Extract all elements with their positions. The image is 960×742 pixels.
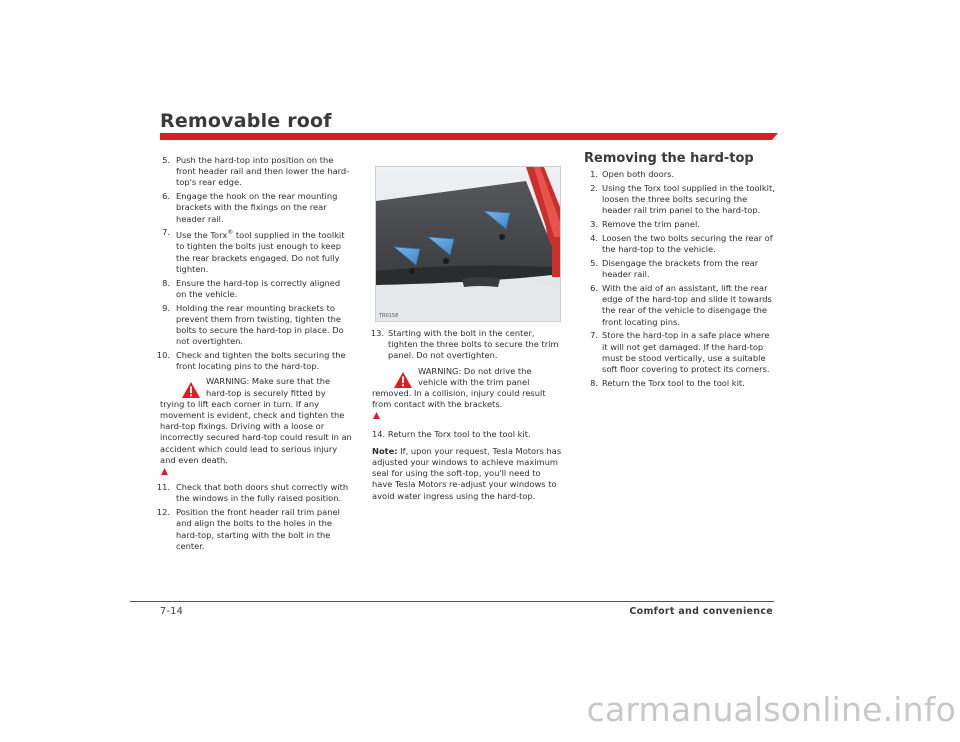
title-rule xyxy=(160,133,772,140)
list-item: 5. Push the hard-top into position on the front header rail and then lower the hard-top's rear edge. xyxy=(162,155,350,188)
install-steps-list-continued xyxy=(156,482,352,552)
section-heading: Removing the hard-top xyxy=(584,151,754,166)
list-item: 7. Store the hard-top in a safe place where it will not get damaged. If the hard-top must be stood vertically, use a suitable soft floor covering to protect its corners. xyxy=(590,330,770,375)
page-number: 7-14 xyxy=(160,606,184,617)
list-item: 1. Open both doors. xyxy=(590,169,675,180)
warning-triangle-icon xyxy=(182,382,200,398)
list-item: 8. Ensure the hard-top is correctly aligned on the vehicle. xyxy=(162,277,341,299)
list-item: 12. Position the front header rail trim panel and align the bolts to the holes in the hard-top, starting with the bolt in the center. xyxy=(156,507,340,551)
list-item: 9. Holding the rear mounting brackets to prevent them from twisting, tighten the bolts to secure the hard-top in place. Do not overtighten. xyxy=(162,302,344,347)
warning-block xyxy=(160,376,352,478)
watermark: carmanualsonline.info xyxy=(586,690,956,729)
column-3 xyxy=(586,153,776,392)
install-steps-list-2 xyxy=(372,328,562,362)
list-item: 6. Engage the hook on the rear mounting brackets with the fixings on the rear header rail. xyxy=(162,191,338,224)
list-item: 7. Use the Torx® tool supplied in the toolkit to tighten the bolts just enough to keep the rear brackets engaged. Do not fully tighten. xyxy=(162,227,345,274)
list-item: 5. Disengage the brackets from the rear header rail. xyxy=(590,258,759,280)
warning-block xyxy=(372,366,562,423)
footer-rule xyxy=(130,601,774,602)
warning-end-icon xyxy=(161,467,168,478)
warning-text: WARNING: Do not drive the vehicle with the trim panel removed. In a collision, injury could result from contact with the brackets. xyxy=(372,365,546,410)
note xyxy=(372,446,562,502)
removal-steps-list xyxy=(586,169,776,389)
chapter-name: Comfort and convenience xyxy=(629,606,773,617)
list-item: 6. With the aid of an assistant, lift the rear edge of the hard-top and slide it towards the rear of the vehicle to disengage the front locating pins. xyxy=(590,283,772,327)
list-item: 4. Loosen the two bolts securing the rear of the hard-top to the vehicle. xyxy=(590,233,773,255)
note-label: Note: xyxy=(372,445,398,456)
column-1 xyxy=(156,155,352,555)
list-item: 10. Check and tighten the bolts securing the front locating pins to the hard-top. xyxy=(156,349,346,372)
warning-text: WARNING: Make sure that the hard-top is securely fitted by trying to lift each corner in turn. If any movement is evident, check and tighten the hard-top fixings. Driving with a loose or incorrectly secured hard-top could result in an accident which could lead to serious injury and even death. xyxy=(160,376,352,465)
list-item: 8. Return the Torx tool to the tool kit. xyxy=(590,377,745,388)
list-item: 3. Remove the trim panel. xyxy=(590,219,700,230)
page-title: Removable roof xyxy=(160,110,332,132)
step-14: 14. Return the Torx tool to the tool kit. xyxy=(372,428,531,439)
install-steps-list xyxy=(156,155,352,372)
registered-mark: ® xyxy=(227,229,234,237)
hard-top-trim-illustration xyxy=(375,166,561,322)
figure-code: TR0158 xyxy=(379,313,399,319)
warning-triangle-icon xyxy=(394,372,412,388)
note-text: If, upon your request, Tesla Motors has adjusted your windows to achieve maximum seal for using the soft-top, you'll need to have Tesla Motors re-adjust your windows to avoid water ingress using the hard-top. xyxy=(372,445,562,501)
list-item: 11. Check that both doors shut correctly with the windows in the fully raised position. xyxy=(156,482,349,504)
list-item: 13. Starting with the bolt in the center, tighten the three bolts to secure the trim panel. Do not overtighten. xyxy=(370,328,559,361)
list-item: 2. Using the Torx tool supplied in the toolkit, loosen the three bolts securing the header rail trim panel to the hard-top. xyxy=(590,183,775,216)
warning-end-icon xyxy=(373,411,380,422)
column-2 xyxy=(372,166,562,502)
